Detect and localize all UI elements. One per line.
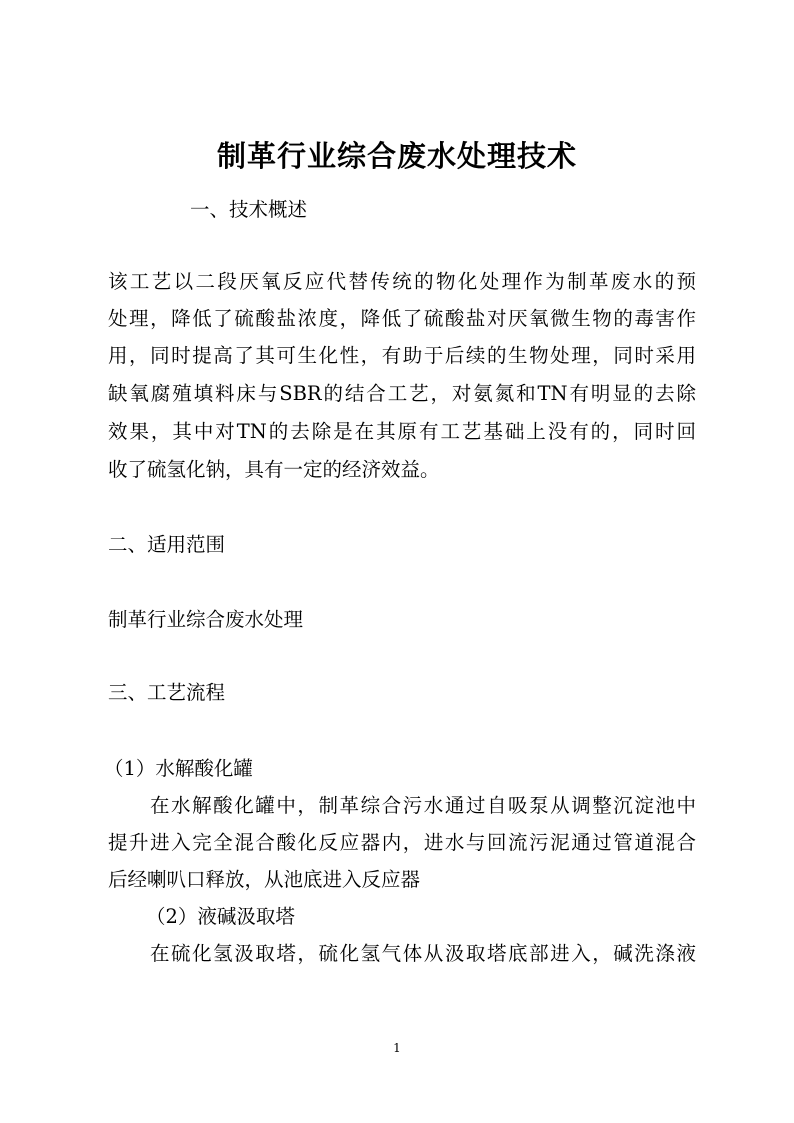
step-heading-hydrolysis: （1）水解酸化罐	[104, 757, 253, 780]
section-heading-process: 三、工艺流程	[108, 681, 226, 704]
paragraph-line: 收了硫氢化钠，具有一定的经济效益。	[108, 458, 440, 481]
step-paragraph-line: 提升进入完全混合酸化反应器内，进水与回流污泥通过管道混合	[108, 831, 696, 854]
section-heading-overview: 一、技术概述	[190, 198, 308, 221]
page-number: 1	[393, 1041, 401, 1055]
document-title: 制革行业综合废水处理技术	[216, 139, 577, 173]
paragraph-line: 用，同时提高了其可生化性，有助于后续的生物处理，同时采用	[108, 344, 696, 367]
step-heading-absorption: （2）液碱汲取塔	[146, 905, 295, 928]
paragraph-line: 效果，其中对TN的去除是在其原有工艺基础上没有的，同时回	[108, 420, 696, 443]
step-paragraph-line: 在硫化氢汲取塔，硫化氢气体从汲取塔底部进入，碱洗涤液	[150, 942, 696, 965]
step-paragraph-line: 后经喇叭口释放，从池底进入反应器	[108, 868, 421, 891]
section-heading-scope: 二、适用范围	[108, 533, 226, 556]
scope-text: 制革行业综合废水处理	[108, 608, 304, 631]
paragraph-line: 该工艺以二段厌氧反应代替传统的物化处理作为制革废水的预	[108, 270, 696, 293]
paragraph-line: 缺氧腐殖填料床与SBR的结合工艺，对氨氮和TN有明显的去除	[108, 382, 696, 405]
paragraph-line: 处理，降低了硫酸盐浓度，降低了硫酸盐对厌氧微生物的毒害作	[108, 307, 696, 330]
step-paragraph-line: 在水解酸化罐中，制革综合污水通过自吸泵从调整沉淀池中	[150, 794, 696, 817]
